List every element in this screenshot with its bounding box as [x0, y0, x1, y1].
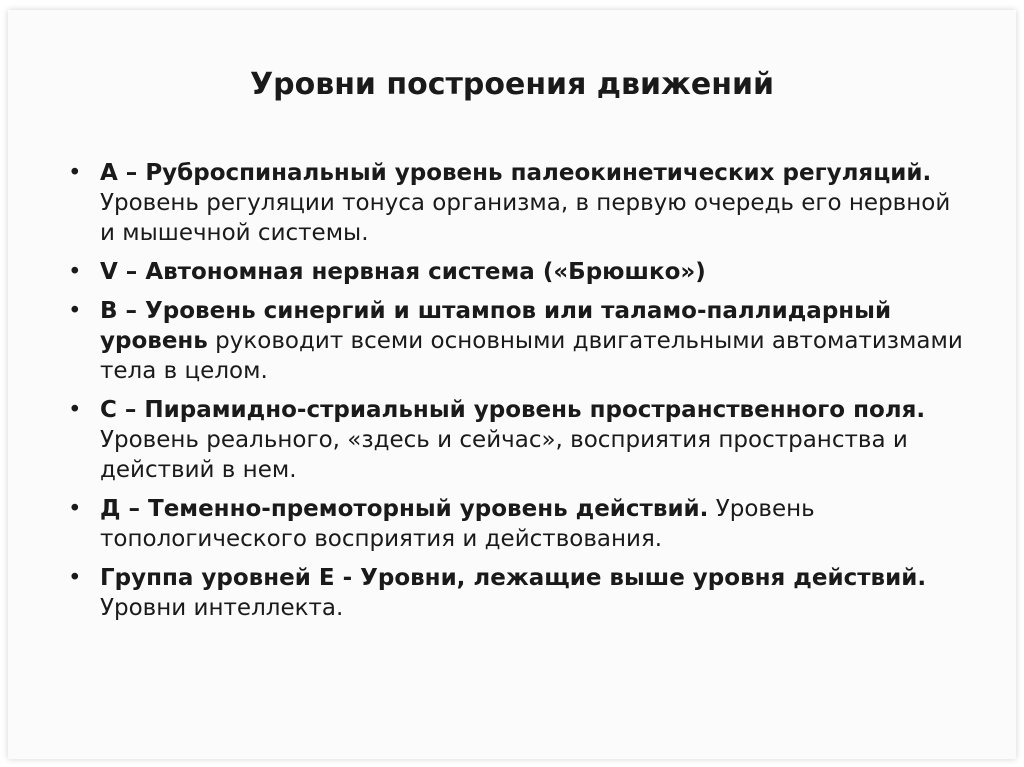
bullet-marker: • — [68, 397, 82, 423]
bullet-heading: С – Пирамидно-стриальный уровень пространственного поля. — [100, 397, 926, 423]
bullet-text: Уровень топологического восприятия и действования. — [100, 496, 815, 552]
bullet-heading: Группа уровней Е - Уровни, лежащие выше уровня действий. — [100, 565, 927, 591]
bullet-item-b — [68, 296, 968, 386]
bullet-marker: • — [68, 298, 82, 324]
bullet-marker: • — [68, 496, 82, 522]
bullet-heading: В – Уровень синергий и штампов или таламо-паллидарный уровень — [100, 298, 892, 354]
slide — [8, 10, 1016, 759]
bullet-heading: А – Руброспинальный уровень палеокинетических регуляций. — [100, 160, 932, 186]
bullet-item-e — [68, 563, 968, 623]
bullet-marker: • — [68, 160, 82, 186]
bullet-list — [68, 158, 968, 632]
bullet-marker: • — [68, 259, 82, 285]
bullet-heading: V – Автономная нервная система («Брюшко») — [100, 259, 706, 285]
bullet-text: Уровень реального, «здесь и сейчас», восприятия пространства и действий в нем. — [100, 427, 908, 483]
bullet-item-a — [68, 158, 968, 248]
bullet-item-d — [68, 494, 968, 554]
bullet-marker: • — [68, 565, 82, 591]
bullet-text: Уровень регуляции тонуса организма, в первую очередь его нервной и мышечной системы. — [100, 190, 951, 246]
slide-title: Уровни построения движений — [250, 67, 774, 102]
bullet-heading: Д – Теменно-премоторный уровень действий. — [100, 496, 709, 522]
bullet-item-v — [68, 257, 968, 287]
bullet-item-c — [68, 395, 968, 485]
bullet-text: Уровни интеллекта. — [100, 595, 344, 621]
bullet-text: руководит всеми основными двигательными автоматизмами тела в целом. — [100, 328, 963, 384]
